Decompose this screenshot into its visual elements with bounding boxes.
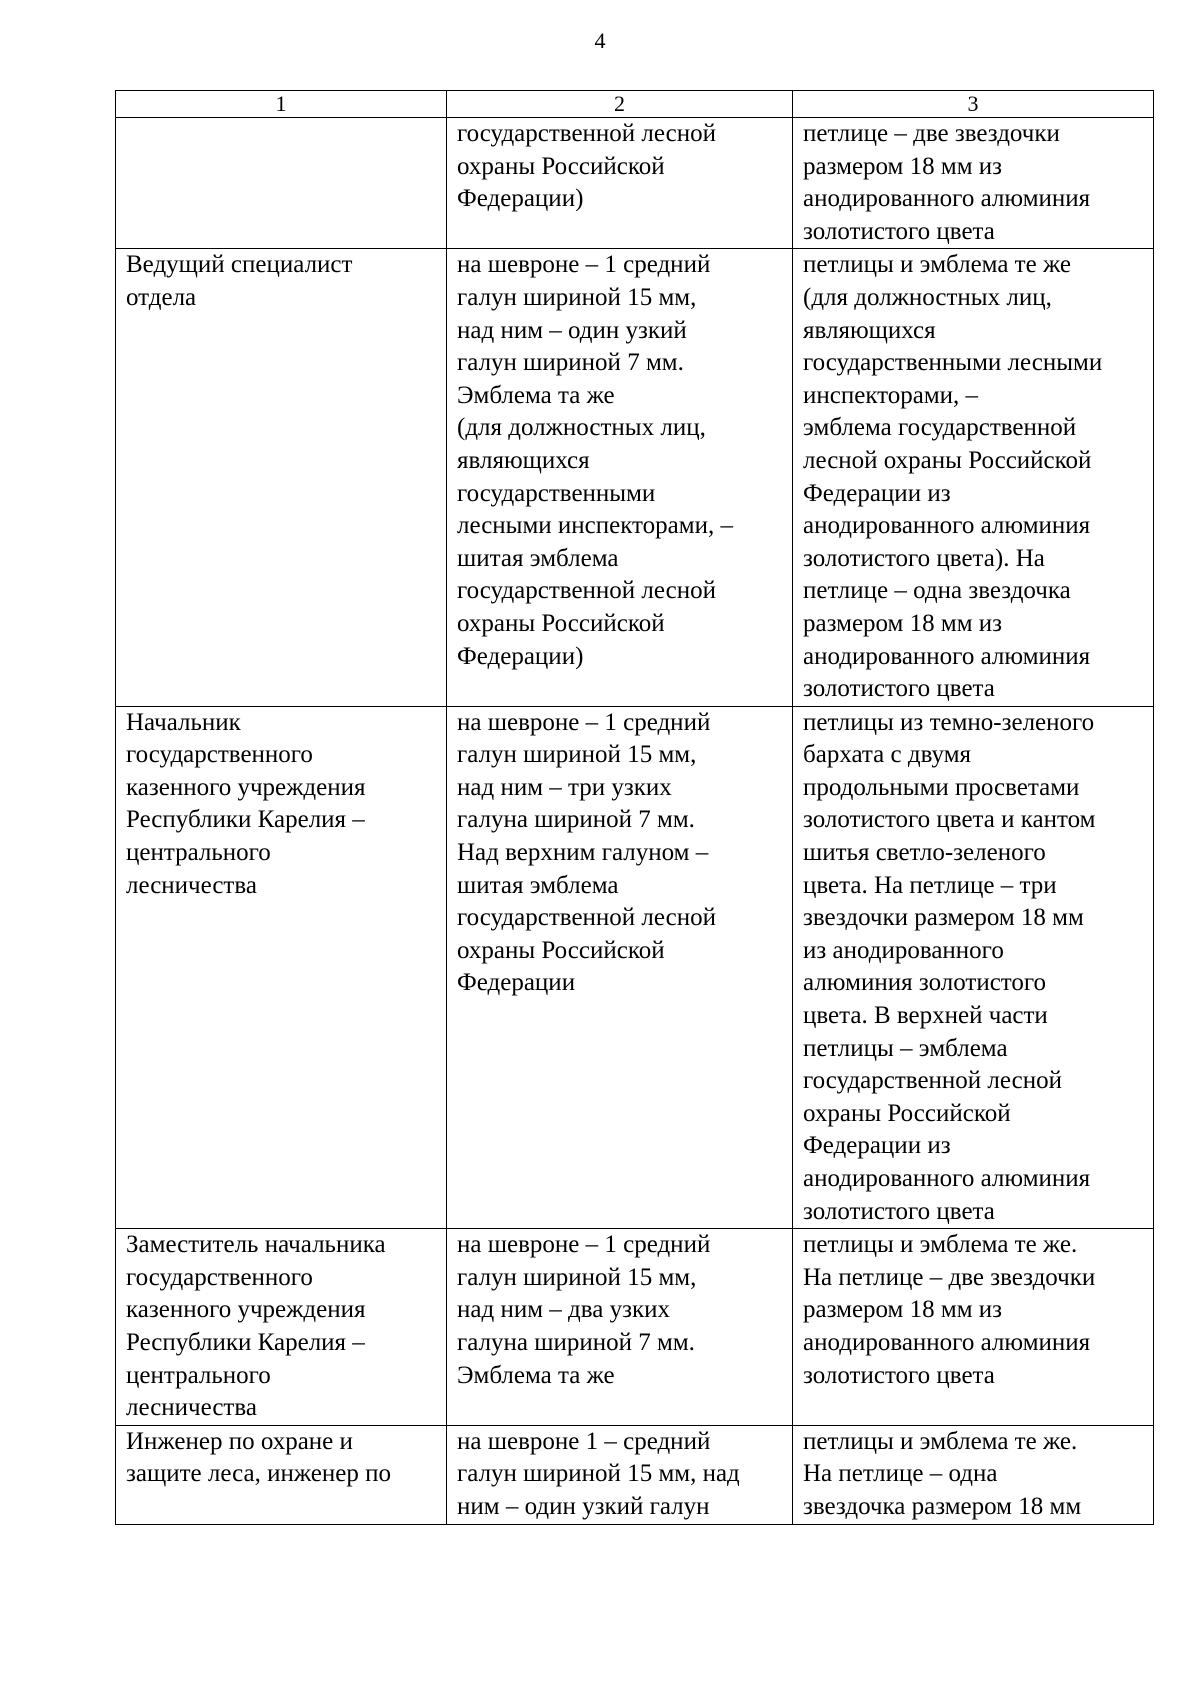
position-cell: Начальник государственного казенного учреждения Республики Карелия – центрального лесничества	[116, 706, 447, 1229]
buttonhole-cell: петлицы и эмблема те же. На петлице – одна звездочка размером 18 мм	[793, 1425, 1154, 1524]
chevron-cell: на шевроне – 1 средний галун шириной 15 мм, над ним – один узкий галун шириной 7 мм. Эмблема та же (для должностных лиц, являющихся государственными лесными инспекторами, – шитая эмблема государственной лесной охраны Российской Федерации)	[447, 249, 793, 706]
table-row	[116, 1229, 1154, 1426]
column-number-1: 1	[116, 91, 447, 118]
position-cell: Инженер по охране и защите леса, инженер по	[116, 1425, 447, 1524]
table-row	[116, 249, 1154, 706]
buttonhole-cell: петлицы и эмблема те же (для должностных лиц, являющихся государственными лесными инспекторами, – эмблема государственной лесной охраны Российской Федерации из анодированного алюминия золотистого цвета). На петлице – одна звездочка размером 18 мм из анодированного алюминия золотистого цвета	[793, 249, 1154, 706]
position-cell: Ведущий специалист отдела	[116, 249, 447, 706]
position-cell	[116, 118, 447, 249]
position-cell: Заместитель начальника государственного казенного учреждения Республики Карелия – центрального лесничества	[116, 1229, 447, 1426]
table-row	[116, 706, 1154, 1229]
table-row	[116, 118, 1154, 249]
uniform-insignia-table	[115, 90, 1154, 1525]
column-number-3: 3	[793, 91, 1154, 118]
chevron-cell: на шевроне – 1 средний галун шириной 15 мм, над ним – два узких галуна шириной 7 мм. Эмблема та же	[447, 1229, 793, 1426]
buttonhole-cell: петлице – две звездочки размером 18 мм из анодированного алюминия золотистого цвета	[793, 118, 1154, 249]
buttonhole-cell: петлицы и эмблема те же. На петлице – две звездочки размером 18 мм из анодированного алюминия золотистого цвета	[793, 1229, 1154, 1426]
column-number-2: 2	[447, 91, 793, 118]
table-row	[116, 1425, 1154, 1524]
page-number: 4	[594, 28, 606, 53]
buttonhole-cell: петлицы из темно-зеленого бархата с двумя продольными просветами золотистого цвета и кантом шитья светло-зеленого цвета. На петлице – три звездочки размером 18 мм из анодированного алюминия золотистого цвета. В верхней части петлицы – эмблема государственной лесной охраны Российской Федерации из анодированного алюминия золотистого цвета	[793, 706, 1154, 1229]
chevron-cell: на шевроне – 1 средний галун шириной 15 мм, над ним – три узких галуна шириной 7 мм. Над верхним галуном – шитая эмблема государственной лесной охраны Российской Федерации	[447, 706, 793, 1229]
table-header-row	[116, 91, 1154, 118]
chevron-cell: государственной лесной охраны Российской Федерации)	[447, 118, 793, 249]
chevron-cell: на шевроне 1 – средний галун шириной 15 мм, над ним – один узкий галун	[447, 1425, 793, 1524]
